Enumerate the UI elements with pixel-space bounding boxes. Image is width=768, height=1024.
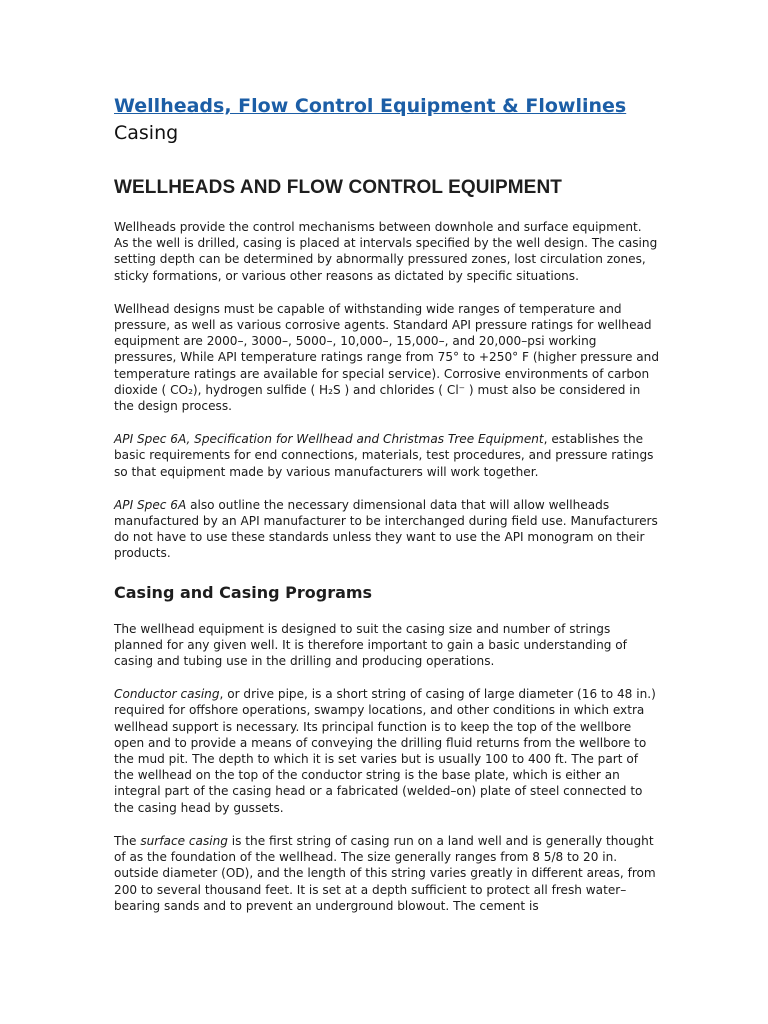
conductor-casing-term: Conductor casing bbox=[114, 687, 220, 702]
surface-casing-text: is the first string of casing run on a land well and is generally thought of as the foundation of the wellhead. The size generally ranges from 8 5/8 to 20 in. outside diameter (OD), and the length of this string varies greatly in different areas, from 200 to several thousand feet. It is set at a depth sufficient to protect all fresh water–bearing sands and to prevent an underground blowout. The cement is bbox=[114, 833, 656, 913]
api-spec-text: , establishes the basic requirements for end connections, materials, test procedures, and pressure ratings so that equipment made by various manufacturers will work together. bbox=[114, 432, 654, 479]
surface-casing-term: surface casing bbox=[140, 833, 228, 848]
section-heading-casing-programs: Casing and Casing Programs bbox=[114, 582, 373, 602]
document-page bbox=[114, 92, 659, 914]
paragraph-surface-casing bbox=[114, 833, 659, 914]
surface-casing-lead: The bbox=[114, 833, 141, 848]
paragraph-api-spec-6a bbox=[114, 431, 659, 480]
api-spec-ref: API Spec 6A bbox=[114, 497, 187, 512]
section-heading-wellheads: WELLHEADS AND FLOW CONTROL EQUIPMENT bbox=[114, 177, 562, 198]
conductor-casing-text: , or drive pipe, is a short string of casing of large diameter (16 to 48 in.) required for offshore operations, swampy locations, and other conditions in which extra wellhead support is necessary. Its principal function is to keep the top of the wellbore open and to provide a means of conveying the drilling fluid returns from the wellbore to the mud pit. The depth to which it is set varies but is usually 100 to 400 ft. The part of the wellhead on the top of the conductor string is the base plate, which is either an integral part of the casing head or a fabricated (welded–on) plate of steel connected to the casing head by gussets. bbox=[114, 687, 656, 815]
paragraph-conductor-casing bbox=[114, 686, 659, 816]
wellheads-title-link[interactable]: Wellheads, Flow Control Equipment & Flowlines bbox=[114, 95, 627, 117]
paragraph-wellhead-designs: Wellhead designs must be capable of withstanding wide ranges of temperature and pressure, as well as various corrosive agents. Standard API pressure ratings for wellhead equipment are 2000–, 3000–, 5000–, 10,000–, 15,000–, and 20,000–psi working pressures, While API temperature ratings range from 75° to +250° F (higher pressure and temperature ratings are available for special service). Corrosive environments of carbon dioxide ( CO₂), hydrogen sulfide ( H₂S ) and chlorides ( Cl⁻ ) must also be considered in the design process. bbox=[114, 301, 660, 414]
api-spec-title: API Spec 6A, Specification for Wellhead and Christmas Tree Equipment bbox=[114, 432, 544, 447]
paragraph-casing-intro: The wellhead equipment is designed to suit the casing size and number of strings planned for any given well. It is therefore important to gain a basic understanding of casing and tubing use in the drilling and producing operations. bbox=[114, 621, 627, 669]
paragraph-wellheads-intro: Wellheads provide the control mechanisms between downhole and surface equipment. As the well is drilled, casing is placed at intervals specified by the well design. The casing setting depth can be determined by abnormally pressured zones, lost circulation zones, sticky formations, or various other reasons as dictated by specific situations. bbox=[114, 220, 658, 283]
page-subtitle: Casing bbox=[114, 122, 179, 144]
api-spec-dimensional-text: also outline the necessary dimensional data that will allow wellheads manufactured by an API manufacturer to be interchanged during field use. Manufacturers do not have to use these standards unless they want to use the API monogram on their products. bbox=[114, 497, 658, 561]
paragraph-api-spec-dimensional bbox=[114, 497, 659, 562]
